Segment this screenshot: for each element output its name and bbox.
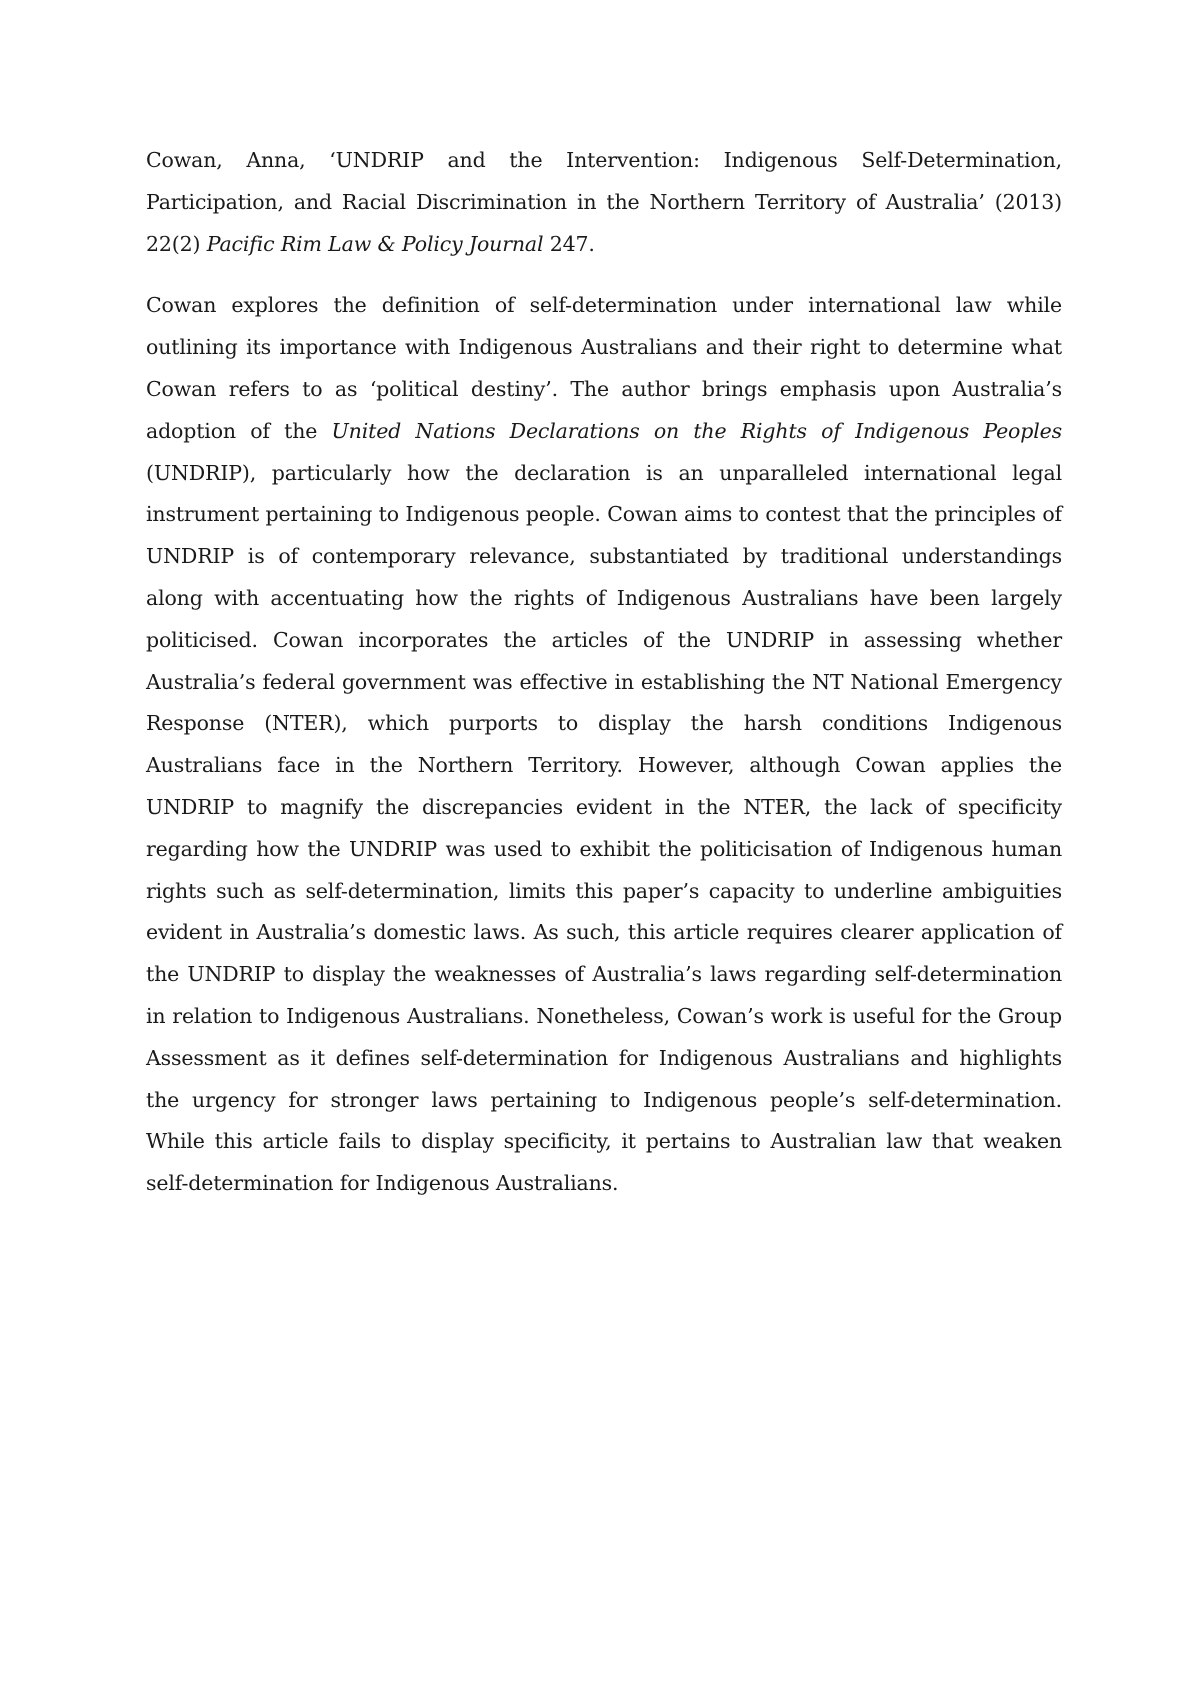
annotation-text-part1: Cowan explores the definition of self-determination under international law while outlining its importance with Indigenous Australians and their right to determine what Cowan refers to as ‘political destiny’. The author brings emphasis upon Australia’s adoption of the (146, 293, 1062, 443)
citation-authors-title: Cowan, Anna, ‘UNDRIP and the Intervention: Indigenous Self-Determination, Participation, and Racial Discrimination in the Northern Territory of Australia’ (2013) 22(2) (146, 148, 1062, 256)
citation-paragraph (146, 140, 1062, 265)
citation-journal: Pacific Rim Law & Policy Journal (206, 231, 544, 256)
annotation-paragraph (146, 285, 1062, 1205)
citation-page: 247. (543, 231, 595, 256)
annotation-text-part2: (UNDRIP), particularly how the declaration is an unparalleled international legal instrument pertaining to Indigenous people. Cowan aims to contest that the principles of UNDRIP is of contemporary relevance, substantiated by traditional understandings along with accentuating how the rights of Indigenous Australians have been largely politicised. Cowan incorporates the articles of the UNDRIP in assessing whether Australia’s federal government was effective in establishing the NT National Emergency Response (NTER), which purports to display the harsh conditions Indigenous Australians face in the Northern Territory. However, although Cowan applies the UNDRIP to magnify the discrepancies evident in the NTER, the lack of specificity regarding how the UNDRIP was used to exhibit the politicisation of Indigenous human rights such as self-determination, limits this paper’s capacity to underline ambiguities evident in Australia’s domestic laws. As such, this article requires clearer application of the UNDRIP to display the weaknesses of Australia’s laws regarding self-determination in relation to Indigenous Australians. Nonetheless, Cowan’s work is useful for the Group Assessment as it defines self-determination for Indigenous Australians and highlights the urgency for stronger laws pertaining to Indigenous people’s self-determination. While this article fails to display specificity, it pertains to Australian law that weaken self-determination for Indigenous Australians. (146, 460, 1062, 1196)
annotation-declaration-title: United Nations Declarations on the Rights of Indigenous Peoples (331, 418, 1062, 443)
document-body (146, 140, 1062, 1205)
